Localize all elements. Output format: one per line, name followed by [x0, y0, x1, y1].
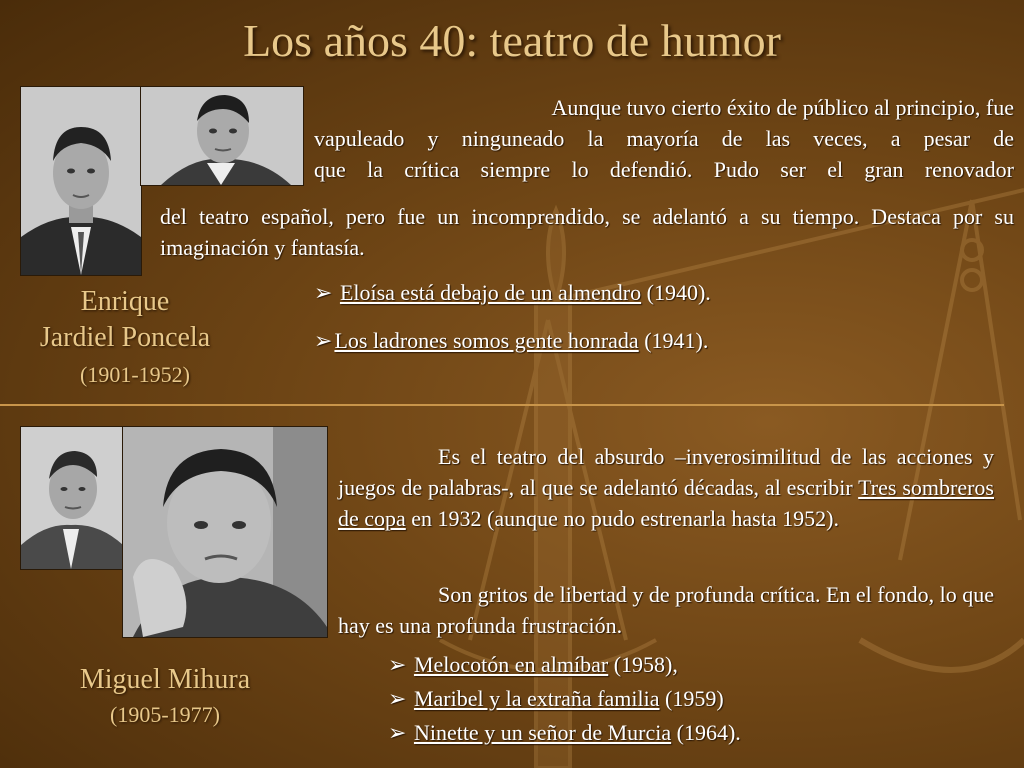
mihura-photo-1	[20, 426, 124, 570]
jardiel-name	[10, 284, 240, 356]
jardiel-para-line3: que la crítica siempre lo defendió. Pudo ser el gran renovador	[314, 157, 1014, 182]
mihura-para2-text: Son gritos de libertad y de profunda crítica. En el fondo, lo que hay es una profunda frustración.	[338, 582, 994, 638]
list-item	[388, 648, 741, 682]
portrait-icon	[141, 87, 303, 185]
work-year: (1964).	[676, 720, 741, 745]
work-title: Ninette y un señor de Murcia	[413, 720, 672, 745]
mihura-dates: (1905-1977)	[110, 702, 220, 727]
list-item	[314, 280, 711, 306]
slide-title: Los años 40: teatro de humor	[243, 15, 781, 66]
arrow-bullet-icon: ➢	[314, 328, 333, 353]
mihura-works-list	[388, 648, 741, 750]
portrait-icon	[123, 427, 327, 637]
jardiel-name-line1: Enrique	[80, 286, 170, 317]
mihura-name: Miguel Mihura	[79, 664, 251, 695]
mihura-para1-text-b: en 1932 (aunque no pudo estrenarla hasta 1952).	[405, 506, 839, 531]
jardiel-works-list	[314, 280, 711, 354]
list-item	[388, 716, 741, 750]
mihura-para1-text-a: Es el teatro del absurdo –inverosimilitud de las acciones y juegos de palabras-, al que se adelantó décadas, al escribir	[338, 444, 994, 500]
mihura-para1-link: Tres sombreros de copa	[338, 475, 994, 531]
work-year: (1958),	[613, 652, 678, 677]
mihura-photo-2	[122, 426, 328, 638]
jardiel-para-line1: Aunque tuvo cierto éxito de público al principio, fue	[551, 95, 1014, 120]
list-item	[388, 682, 741, 716]
mihura-para-1	[338, 441, 994, 534]
portrait-icon	[21, 427, 123, 569]
section-divider	[0, 404, 1004, 406]
work-title: Los ladrones somos gente honrada	[334, 328, 639, 353]
jardiel-para-line2: vapuleado y ninguneado la mayoría de las veces, a pesar de	[314, 126, 1014, 151]
work-year: (1940).	[646, 280, 711, 305]
arrow-bullet-icon: ➢	[388, 652, 407, 677]
work-title: Melocotón en almíbar	[413, 652, 609, 677]
list-item	[314, 328, 711, 354]
jardiel-photo-2	[140, 86, 304, 186]
work-year: (1941).	[644, 328, 709, 353]
mihura-para-2	[338, 579, 994, 641]
jardiel-para-bottom: del teatro español, pero fue un incomprendido, se adelantó a su tiempo. Destaca por su imaginación y fantasía.	[160, 204, 1014, 260]
work-year: (1959)	[665, 686, 724, 711]
portrait-icon	[21, 87, 141, 275]
work-title: Maribel y la extraña familia	[413, 686, 660, 711]
jardiel-name-line2: Jardiel Poncela	[39, 322, 211, 353]
arrow-bullet-icon: ➢	[388, 686, 407, 711]
arrow-bullet-icon: ➢	[314, 280, 333, 305]
jardiel-dates: (1901-1952)	[80, 362, 190, 387]
jardiel-para-top	[314, 92, 1014, 185]
jardiel-photo-1	[20, 86, 142, 276]
arrow-bullet-icon: ➢	[388, 720, 407, 745]
work-title: Eloísa está debajo de un almendro	[339, 280, 642, 305]
